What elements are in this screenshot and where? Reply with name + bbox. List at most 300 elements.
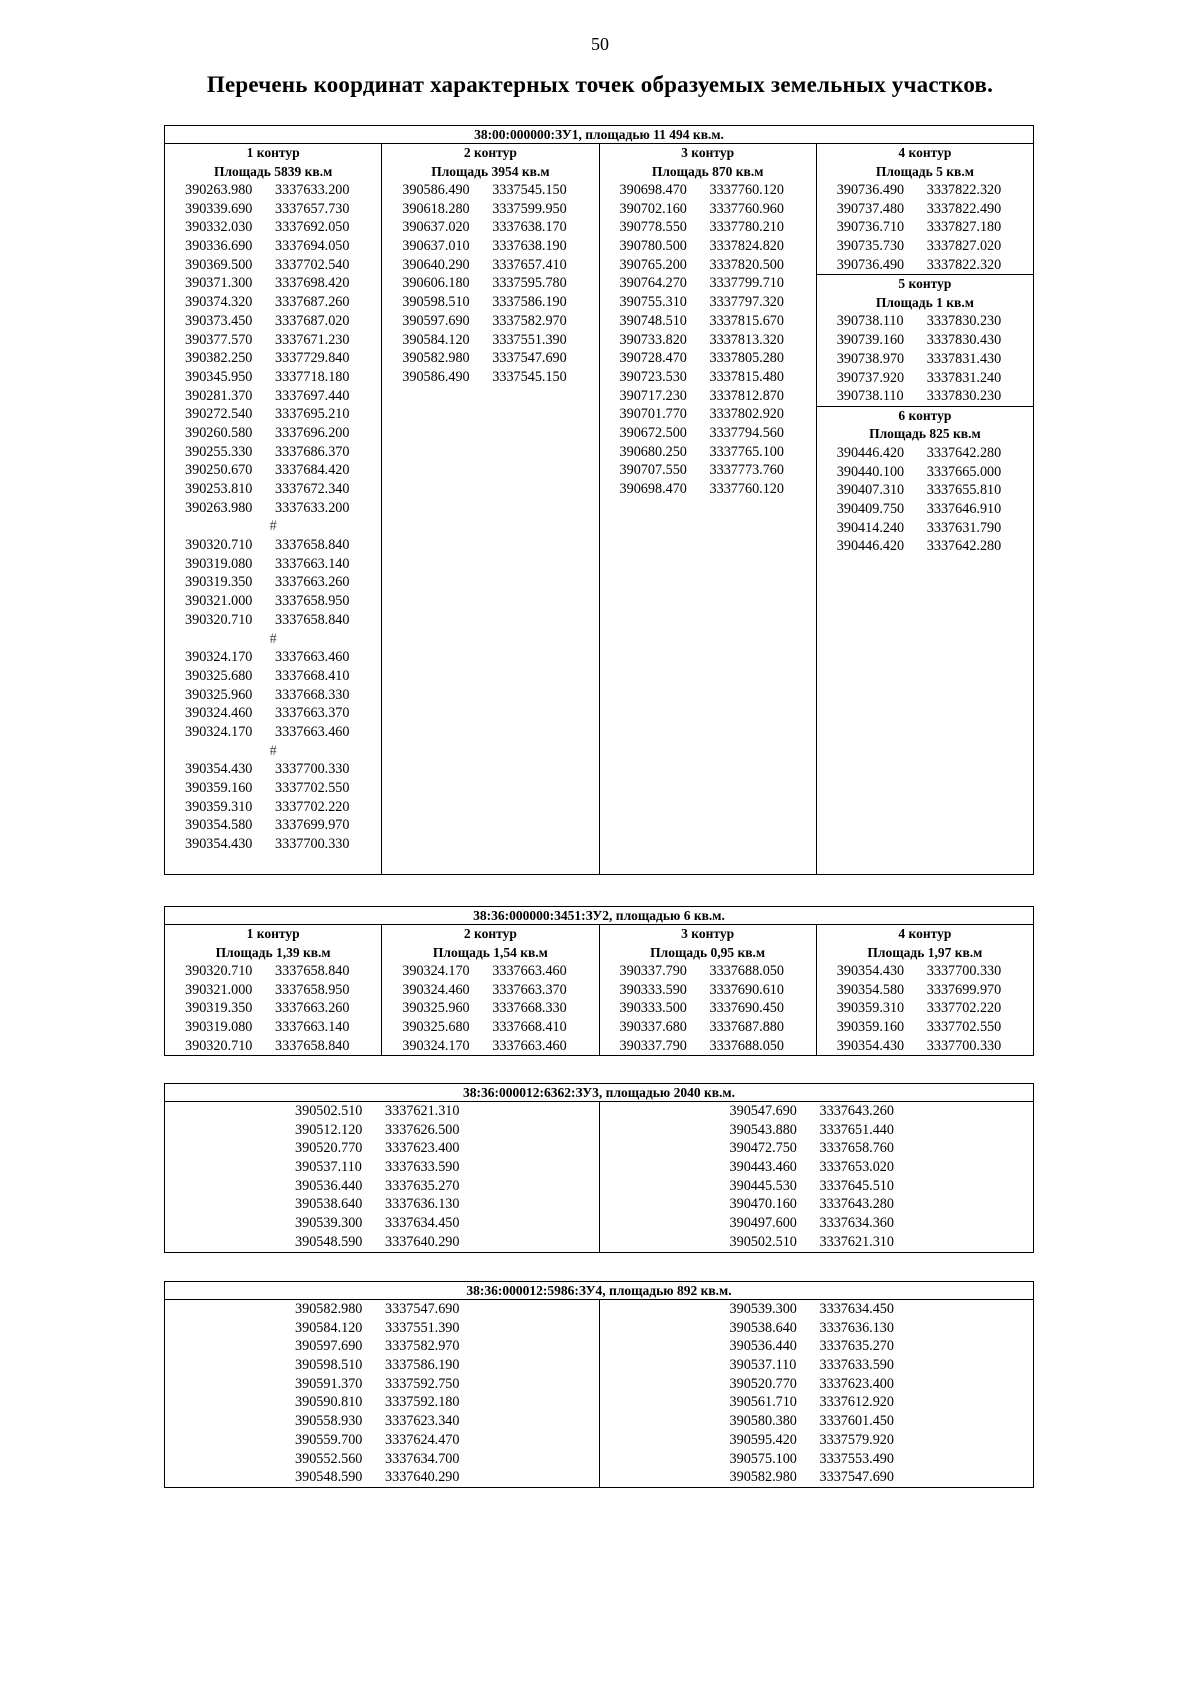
y-coordinate: 3337668.410 <box>492 1019 567 1036</box>
y-coordinate: 3337599.950 <box>492 200 567 217</box>
x-coordinate: 390320.710 <box>185 963 253 979</box>
column <box>165 1300 600 1487</box>
y-coordinate: 3337634.450 <box>385 1215 460 1232</box>
coordinate-row <box>165 835 381 854</box>
x-coordinate: 390539.300 <box>729 1301 797 1317</box>
coordinate-row <box>600 274 816 293</box>
contour-block <box>382 925 598 1055</box>
coordinate-row <box>600 1177 1034 1196</box>
y-coordinate: 3337797.320 <box>709 294 784 311</box>
column <box>165 925 382 1055</box>
x-coordinate: 390472.750 <box>729 1140 797 1157</box>
y-coordinate: 3337702.550 <box>275 780 350 796</box>
y-coordinate: 3337586.190 <box>385 1357 460 1374</box>
y-coordinate: 3337688.050 <box>709 1037 784 1054</box>
y-coordinate: 3337634.360 <box>819 1215 894 1232</box>
y-coordinate: 3337551.390 <box>492 331 567 348</box>
x-coordinate: 390354.430 <box>185 761 253 778</box>
y-coordinate: 3337694.050 <box>275 238 350 255</box>
contour-title: 4 контур <box>898 926 952 941</box>
coordinate-row <box>382 368 598 387</box>
coordinate-row <box>165 648 381 667</box>
page-title: Перечень координат характерных точек образуемых земельных участков. <box>206 72 994 97</box>
y-coordinate: 3337623.340 <box>385 1413 460 1430</box>
y-coordinate: 3337672.340 <box>275 481 350 497</box>
table-zu1 <box>164 125 1034 875</box>
y-coordinate: 3337813.320 <box>709 331 784 348</box>
x-coordinate: 390548.590 <box>295 1469 363 1486</box>
x-coordinate: 390374.320 <box>185 294 253 311</box>
y-coordinate: 3337702.550 <box>926 1019 1002 1036</box>
coordinate-row <box>600 1139 1034 1158</box>
coordinate-row <box>817 200 1033 219</box>
contour-block <box>382 144 598 387</box>
coordinate-row <box>165 349 381 368</box>
y-coordinate: 3337663.460 <box>275 723 350 740</box>
coordinate-row <box>600 424 816 443</box>
y-coordinate: 3337668.330 <box>492 1000 567 1017</box>
contour-title: 3 контур <box>681 926 735 941</box>
x-coordinate: 390321.000 <box>185 593 253 610</box>
coordinate-row <box>600 368 816 387</box>
y-coordinate: 3337623.400 <box>385 1140 460 1157</box>
y-coordinate: 3337640.290 <box>385 1469 460 1486</box>
coordinate-row <box>165 962 381 981</box>
y-coordinate: 3337653.020 <box>819 1159 894 1176</box>
x-coordinate: 390502.510 <box>295 1103 363 1119</box>
coordinate-row <box>600 1214 1034 1233</box>
coordinate-row <box>817 519 1033 538</box>
y-coordinate: 3337696.200 <box>275 424 350 441</box>
coordinate-row <box>165 424 381 443</box>
y-coordinate: 3337643.280 <box>819 1196 894 1213</box>
coordinate-row <box>165 1233 599 1252</box>
y-coordinate: 3337624.470 <box>385 1431 460 1448</box>
x-coordinate: 390445.530 <box>729 1177 797 1194</box>
contour-block <box>817 144 1033 275</box>
x-coordinate: 390738.110 <box>836 313 904 330</box>
y-coordinate: 3337663.140 <box>275 555 350 572</box>
x-coordinate: 390547.690 <box>729 1103 797 1119</box>
y-coordinate: 3337824.820 <box>709 238 784 255</box>
x-coordinate: 390606.180 <box>402 275 470 292</box>
y-coordinate: 3337700.330 <box>926 963 1002 979</box>
y-coordinate: 3337700.330 <box>926 1037 1002 1054</box>
y-coordinate: 3337658.840 <box>275 1037 350 1054</box>
coordinate-row <box>382 293 598 312</box>
coordinate-row <box>165 1018 381 1037</box>
coordinate-row <box>382 999 598 1018</box>
y-coordinate: 3337640.290 <box>385 1233 460 1250</box>
contour-block <box>165 144 381 854</box>
x-coordinate: 390359.160 <box>185 780 253 796</box>
column <box>600 144 817 874</box>
x-coordinate: 390250.670 <box>185 462 253 479</box>
contour-block <box>165 925 381 1055</box>
table-zu2 <box>164 906 1034 1056</box>
coordinate-row <box>165 1468 599 1487</box>
y-coordinate: 3337690.610 <box>709 981 784 998</box>
coordinate-row <box>382 181 598 200</box>
y-coordinate: 3337663.260 <box>275 1000 350 1017</box>
y-coordinate: 3337634.450 <box>819 1301 894 1317</box>
y-coordinate: 3337642.280 <box>926 444 1002 461</box>
x-coordinate: 390359.160 <box>836 1019 905 1036</box>
coordinate-row <box>165 405 381 424</box>
coordinate-row <box>165 704 381 723</box>
y-coordinate: 3337815.480 <box>709 368 784 385</box>
x-coordinate: 390561.710 <box>729 1394 797 1411</box>
x-coordinate: 390637.010 <box>402 238 470 255</box>
x-coordinate: 390728.470 <box>619 350 687 367</box>
y-coordinate: 3337695.210 <box>275 406 350 423</box>
x-coordinate: 390324.460 <box>402 981 470 998</box>
coordinate-row <box>382 274 598 293</box>
y-coordinate: 3337802.920 <box>709 406 784 423</box>
coordinate-row <box>817 481 1033 500</box>
coordinate-row <box>165 798 381 817</box>
x-coordinate: 390640.290 <box>402 256 470 273</box>
coordinate-row <box>817 962 1033 981</box>
y-coordinate: 3337635.270 <box>385 1177 460 1194</box>
x-coordinate: 390680.250 <box>619 443 687 460</box>
x-coordinate: 390345.950 <box>185 368 253 385</box>
x-coordinate: 390272.540 <box>185 406 253 423</box>
coordinate-row <box>817 1037 1033 1056</box>
x-coordinate: 390520.770 <box>729 1375 797 1392</box>
x-coordinate: 390765.200 <box>619 256 687 273</box>
coordinate-row <box>165 1356 599 1375</box>
contour-area: Площадь 1,54 кв.м <box>432 944 548 960</box>
x-coordinate: 390337.680 <box>619 1019 687 1036</box>
y-coordinate: 3337699.970 <box>275 817 350 834</box>
coordinate-row <box>817 312 1033 331</box>
coordinate-row <box>600 331 816 350</box>
x-coordinate: 390618.280 <box>402 200 470 217</box>
y-coordinate: 3337595.780 <box>492 275 567 292</box>
coordinate-row <box>382 962 598 981</box>
coordinate-row <box>165 667 381 686</box>
x-coordinate: 390320.710 <box>185 537 253 554</box>
x-coordinate: 390373.450 <box>185 312 253 329</box>
x-coordinate: 390520.770 <box>295 1140 363 1157</box>
x-coordinate: 390707.550 <box>619 462 687 479</box>
contour-block <box>600 144 816 499</box>
y-coordinate: 3337601.450 <box>819 1413 894 1430</box>
coordinate-row <box>165 723 381 742</box>
y-coordinate: 3337646.910 <box>926 500 1002 517</box>
y-coordinate: 3337663.370 <box>275 705 350 722</box>
x-coordinate: 390582.980 <box>729 1469 797 1486</box>
y-coordinate: 3337658.840 <box>275 537 350 554</box>
y-coordinate: 3337668.410 <box>275 667 350 684</box>
contour-area: Площадь 5 кв.м <box>875 163 974 179</box>
contour-area: Площадь 825 кв.м <box>869 426 981 442</box>
x-coordinate: 390598.510 <box>295 1357 363 1374</box>
coordinate-row <box>600 1233 1034 1252</box>
y-coordinate: 3337642.280 <box>926 538 1002 555</box>
coordinate-row <box>165 1300 599 1319</box>
coordinate-row <box>165 237 381 256</box>
coordinate-row <box>165 1337 599 1356</box>
coordinate-row <box>817 350 1033 369</box>
y-coordinate: 3337626.500 <box>385 1121 460 1138</box>
contour-area: Площадь 3954 кв.м <box>431 163 550 179</box>
y-coordinate: 3337655.810 <box>926 482 1002 499</box>
y-coordinate: 3337633.590 <box>385 1159 460 1176</box>
coordinate-row <box>165 1450 599 1469</box>
x-coordinate: 390548.590 <box>295 1233 363 1250</box>
coordinate-row <box>600 237 816 256</box>
y-coordinate: 3337815.670 <box>709 312 784 329</box>
x-coordinate: 390319.080 <box>185 1019 253 1036</box>
y-coordinate: 3337633.590 <box>819 1357 894 1374</box>
y-coordinate: 3337592.180 <box>385 1394 460 1411</box>
coordinate-row <box>165 1393 599 1412</box>
y-coordinate: 3337684.420 <box>275 462 350 479</box>
coordinate-row <box>382 256 598 275</box>
coordinate-row <box>165 1102 599 1121</box>
x-coordinate: 390253.810 <box>185 481 253 497</box>
y-coordinate: 3337631.790 <box>926 519 1002 536</box>
x-coordinate: 390582.980 <box>295 1301 363 1317</box>
x-coordinate: 390337.790 <box>619 1037 687 1054</box>
y-coordinate: 3337663.460 <box>492 1037 567 1054</box>
x-coordinate: 390359.310 <box>836 1000 905 1017</box>
y-coordinate: 3337692.050 <box>275 219 350 236</box>
y-coordinate: 3337687.020 <box>275 312 350 329</box>
x-coordinate: 390443.460 <box>729 1159 797 1176</box>
x-coordinate: 390591.370 <box>295 1375 363 1392</box>
x-coordinate: 390263.980 <box>185 499 253 516</box>
contour-title: 4 контур <box>898 145 952 160</box>
contour-title: 5 контур <box>898 276 952 292</box>
coordinate-row <box>817 218 1033 237</box>
x-coordinate: 390319.080 <box>185 555 253 572</box>
y-coordinate: 3337830.230 <box>926 388 1002 405</box>
x-coordinate: 390281.370 <box>185 387 253 404</box>
column <box>382 925 599 1055</box>
x-coordinate: 390512.120 <box>295 1121 363 1138</box>
y-coordinate: 3337663.370 <box>492 981 567 998</box>
coordinate-row <box>165 592 381 611</box>
x-coordinate: 390736.710 <box>836 219 905 236</box>
x-coordinate: 390337.790 <box>619 963 687 979</box>
coordinate-row <box>165 1037 381 1056</box>
x-coordinate: 390778.550 <box>619 219 687 236</box>
coordinate-row <box>165 1177 599 1196</box>
y-coordinate: 3337551.390 <box>385 1319 460 1336</box>
coordinate-row <box>165 293 381 312</box>
contour-block <box>817 275 1033 406</box>
coordinate-row <box>600 200 816 219</box>
y-coordinate: 3337658.950 <box>275 593 350 610</box>
coordinate-row <box>165 1139 599 1158</box>
coordinate-row <box>165 816 381 835</box>
x-coordinate: 390324.170 <box>185 723 253 740</box>
x-coordinate: 390354.580 <box>185 817 253 834</box>
x-coordinate: 390320.710 <box>185 1037 253 1054</box>
x-coordinate: 390255.330 <box>185 443 253 460</box>
coordinate-row <box>600 293 816 312</box>
coordinate-row <box>600 1356 1034 1375</box>
coordinate-row <box>382 1018 598 1037</box>
x-coordinate: 390737.480 <box>836 200 905 217</box>
x-coordinate: 390470.160 <box>729 1196 797 1213</box>
x-coordinate: 390354.430 <box>185 836 253 853</box>
coordinate-row <box>600 181 816 200</box>
coordinate-row <box>600 1037 816 1056</box>
x-coordinate: 390538.640 <box>295 1196 363 1213</box>
x-coordinate: 390584.120 <box>295 1319 363 1336</box>
x-coordinate: 390701.770 <box>619 406 687 423</box>
x-coordinate: 390698.470 <box>619 182 687 198</box>
x-coordinate: 390736.490 <box>836 256 905 273</box>
y-coordinate: 3337547.690 <box>819 1469 894 1486</box>
y-coordinate: 3337668.330 <box>275 686 350 703</box>
x-coordinate: 390590.810 <box>295 1394 363 1411</box>
y-coordinate: 3337760.960 <box>709 200 784 217</box>
separator-hash: # <box>269 742 277 759</box>
coordinate-row <box>817 369 1033 388</box>
y-coordinate: 3337718.180 <box>275 368 350 385</box>
table-zu4 <box>164 1281 1034 1488</box>
coordinate-row <box>165 611 381 630</box>
coordinate-row <box>165 686 381 705</box>
coordinate-row <box>165 499 381 518</box>
x-coordinate: 390584.120 <box>402 331 470 348</box>
x-coordinate: 390369.500 <box>185 256 253 273</box>
y-coordinate: 3337582.970 <box>385 1338 460 1355</box>
coordinate-row <box>817 237 1033 256</box>
coordinate-row <box>600 218 816 237</box>
contour-area: Площадь 870 кв.м <box>651 163 764 179</box>
coordinate-row <box>165 461 381 480</box>
x-coordinate: 390382.250 <box>185 350 253 367</box>
y-coordinate: 3337553.490 <box>819 1450 894 1467</box>
coordinate-row <box>600 405 816 424</box>
y-coordinate: 3337699.970 <box>926 981 1002 998</box>
contour-title: 1 контур <box>246 145 300 160</box>
coordinate-row <box>600 1337 1034 1356</box>
coordinate-row <box>382 200 598 219</box>
coordinate-row <box>382 312 598 331</box>
separator-hash: # <box>269 518 277 535</box>
contour-area: Площадь 5839 кв.м <box>213 163 333 179</box>
table-header: 38:00:000000:ЗУ1, площадью 11 494 кв.м. <box>165 126 1033 144</box>
x-coordinate: 390672.500 <box>619 424 687 441</box>
column <box>600 925 817 1055</box>
y-coordinate: 3337831.240 <box>926 369 1002 386</box>
y-coordinate: 3337830.230 <box>926 313 1002 330</box>
x-coordinate: 390755.310 <box>619 294 687 311</box>
y-coordinate: 3337812.870 <box>709 387 784 404</box>
coordinate-row <box>165 1319 599 1338</box>
coordinate-row <box>382 331 598 350</box>
y-coordinate: 3337794.560 <box>709 424 784 441</box>
coordinate-row <box>165 999 381 1018</box>
y-coordinate: 3337822.320 <box>926 256 1002 273</box>
x-coordinate: 390263.980 <box>185 182 253 198</box>
y-coordinate: 3337657.410 <box>492 256 567 273</box>
x-coordinate: 390586.490 <box>402 182 470 198</box>
coordinate-row <box>165 312 381 331</box>
column <box>165 1102 600 1252</box>
coordinate-row <box>600 962 816 981</box>
x-coordinate: 390325.680 <box>402 1019 470 1036</box>
x-coordinate: 390539.300 <box>295 1215 363 1232</box>
x-coordinate: 390354.430 <box>836 963 905 979</box>
x-coordinate: 390440.100 <box>836 463 905 480</box>
contour-title: 6 контур <box>898 407 952 423</box>
coordinate-row <box>600 1018 816 1037</box>
coordinate-row <box>165 555 381 574</box>
y-coordinate: 3337547.690 <box>385 1301 460 1317</box>
x-coordinate: 390552.560 <box>295 1450 363 1467</box>
coordinate-row <box>165 387 381 406</box>
x-coordinate: 390324.170 <box>185 649 253 666</box>
y-coordinate: 3337702.220 <box>926 1000 1002 1017</box>
y-coordinate: 3337636.130 <box>385 1196 460 1213</box>
coordinate-row <box>600 1450 1034 1469</box>
y-coordinate: 3337760.120 <box>709 481 784 497</box>
y-coordinate: 3337651.440 <box>819 1121 894 1138</box>
x-coordinate: 390597.690 <box>402 312 470 329</box>
y-coordinate: 3337547.690 <box>492 350 567 367</box>
y-coordinate: 3337663.140 <box>275 1019 350 1036</box>
x-coordinate: 390537.110 <box>295 1159 362 1176</box>
y-coordinate: 3337697.440 <box>275 387 350 404</box>
coordinate-row <box>817 331 1033 350</box>
y-coordinate: 3337658.950 <box>275 981 350 998</box>
coordinate-row <box>600 1158 1034 1177</box>
x-coordinate: 390723.530 <box>619 368 687 385</box>
x-coordinate: 390748.510 <box>619 312 687 329</box>
coordinate-row <box>600 312 816 331</box>
coordinate-row <box>817 387 1033 406</box>
y-coordinate: 3337729.840 <box>275 350 350 367</box>
coordinate-row <box>382 237 598 256</box>
y-coordinate: 3337638.190 <box>492 238 567 255</box>
x-coordinate: 390377.570 <box>185 331 253 348</box>
x-coordinate: 390543.880 <box>729 1121 797 1138</box>
y-coordinate: 3337582.970 <box>492 312 567 329</box>
y-coordinate: 3337830.430 <box>926 332 1002 349</box>
x-coordinate: 390414.240 <box>836 519 905 536</box>
coordinate-row <box>165 218 381 237</box>
y-coordinate: 3337635.270 <box>819 1338 894 1355</box>
coordinate-row <box>165 1375 599 1394</box>
x-coordinate: 390738.970 <box>836 350 905 367</box>
y-coordinate: 3337658.760 <box>819 1140 894 1157</box>
y-coordinate: 3337663.460 <box>492 963 567 979</box>
coordinate-row <box>165 760 381 779</box>
x-coordinate: 390325.960 <box>185 686 253 703</box>
table-header: 38:36:000012:6362:ЗУ3, площадью 2040 кв.м. <box>165 1084 1033 1102</box>
coordinate-row <box>600 981 816 1000</box>
coordinate-row <box>600 387 816 406</box>
y-coordinate: 3337658.840 <box>275 963 350 979</box>
x-coordinate: 390324.460 <box>185 705 253 722</box>
y-coordinate: 3337702.540 <box>275 256 350 273</box>
coordinate-row <box>600 1468 1034 1487</box>
y-coordinate: 3337621.310 <box>385 1103 460 1119</box>
coordinate-row <box>600 1195 1034 1214</box>
coordinate-row <box>382 981 598 1000</box>
y-coordinate: 3337700.330 <box>275 761 350 778</box>
x-coordinate: 390698.470 <box>619 481 687 497</box>
y-coordinate: 3337657.730 <box>275 200 350 217</box>
